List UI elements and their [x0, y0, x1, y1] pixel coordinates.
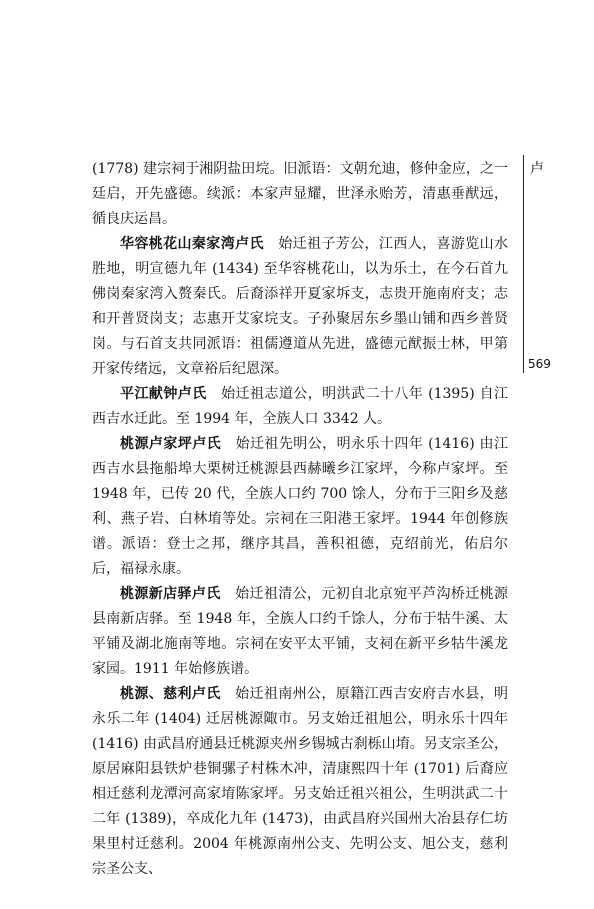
page-number: 569 — [528, 357, 551, 371]
body-text — [92, 157, 508, 882]
paragraph-continued — [92, 157, 508, 232]
paragraph-text: 始迁祖南州公，原籍江西吉安府吉水县，明永乐二年 (1404) 迁居桃源陬市。另支始迁祖旭公，明永乐十四年 (1416) 由武昌府通县迁桃源夹州乡锡城古刹栎山堉。另支宗圣公，原居麻阳县铁炉巷铜骡子村株木冲，清康熙四十年 (1701) 后裔应相迁慈利龙潭河高家堉陈家坪。另支始迁祖兴祖公，生明洪武二十二年 (1389)，卒成化九年 (1473)，由武昌府兴国州大冶县存仁坊果里村迁慈利。2004 年桃源南州公支、先明公支、旭公支，慈利宗圣公支、 — [92, 686, 509, 877]
paragraph-text: 始迁祖清公，元初自北京宛平芦沟桥迁桃源县南新店驿。至 1948 年，全族人口约千馀人，分布于牯牛溪、太平铺及湖北施南等地。宗祠在安平太平铺，支祠在新平乡牯牛溪龙家园。1911 年始修族谱。 — [92, 586, 509, 677]
paragraph-text: 始迁祖志道公，明洪武二十八年 (1395) 自江西吉水迁此。至 1994 年，全族人口 3342 人。 — [92, 386, 509, 427]
paragraph-taoyuan-cili — [92, 682, 508, 882]
clan-heading: 华容桃花山秦家湾卢氏 — [120, 236, 264, 252]
clan-heading: 平江献钟卢氏 — [120, 386, 207, 402]
clan-heading: 桃源、慈利卢氏 — [120, 686, 221, 702]
paragraph-pingjiang-xianzhong — [92, 382, 508, 432]
paragraph-text: 始迁祖子芳公，江西人，喜游览山水胜地，明宣德九年 (1434) 至华容桃花山，以为乐土，在今石首九佛岗秦家湾入赘秦氏。后裔添祥开夏家坼支，志贵开施南府支；志和开普贤岗支；志惠开艾家垸支。子孙聚居东乡墨山铺和西乡普贤岗。与石首支共同派语：祖儒遵道从先进，盛德元猷振士林，甲第开家传绪远，文章裕后纪恩深。 — [92, 236, 509, 377]
clan-heading: 桃源新店驿卢氏 — [120, 586, 221, 602]
paragraph-taoyuan-xindianyi — [92, 582, 508, 682]
page-side-rule — [523, 155, 524, 373]
paragraph-huarong-taohuashan — [92, 232, 508, 382]
paragraph-taoyuan-lujiaping — [92, 432, 508, 582]
paragraph-text: (1778) 建宗祠于湘阴盐田垸。旧派语：文朝允迪，修仲金应，之一廷启，开先盛德。续派：本家声显耀，世泽永贻芳，清惠垂猷远，循良庆运昌。 — [92, 161, 508, 227]
clan-heading: 桃源卢家坪卢氏 — [120, 436, 222, 452]
paragraph-text: 始迁祖先明公，明永乐十四年 (1416) 由江西吉水县拖船埠大栗树迁桃源县西赫曦乡江家坪，今称卢家坪。至 1948 年，已传 20 代，全族人口约 700 馀人，分布于三阳乡及慈利、燕子岩、白林堉等处。宗祠在三阳港王家坪。1944 年创修族谱。派语：登士之邦，继序其昌，善积祖德，克绍前光，佑启尔后，福禄永康。 — [92, 436, 509, 577]
side-tab-char: 卢 — [530, 161, 544, 177]
